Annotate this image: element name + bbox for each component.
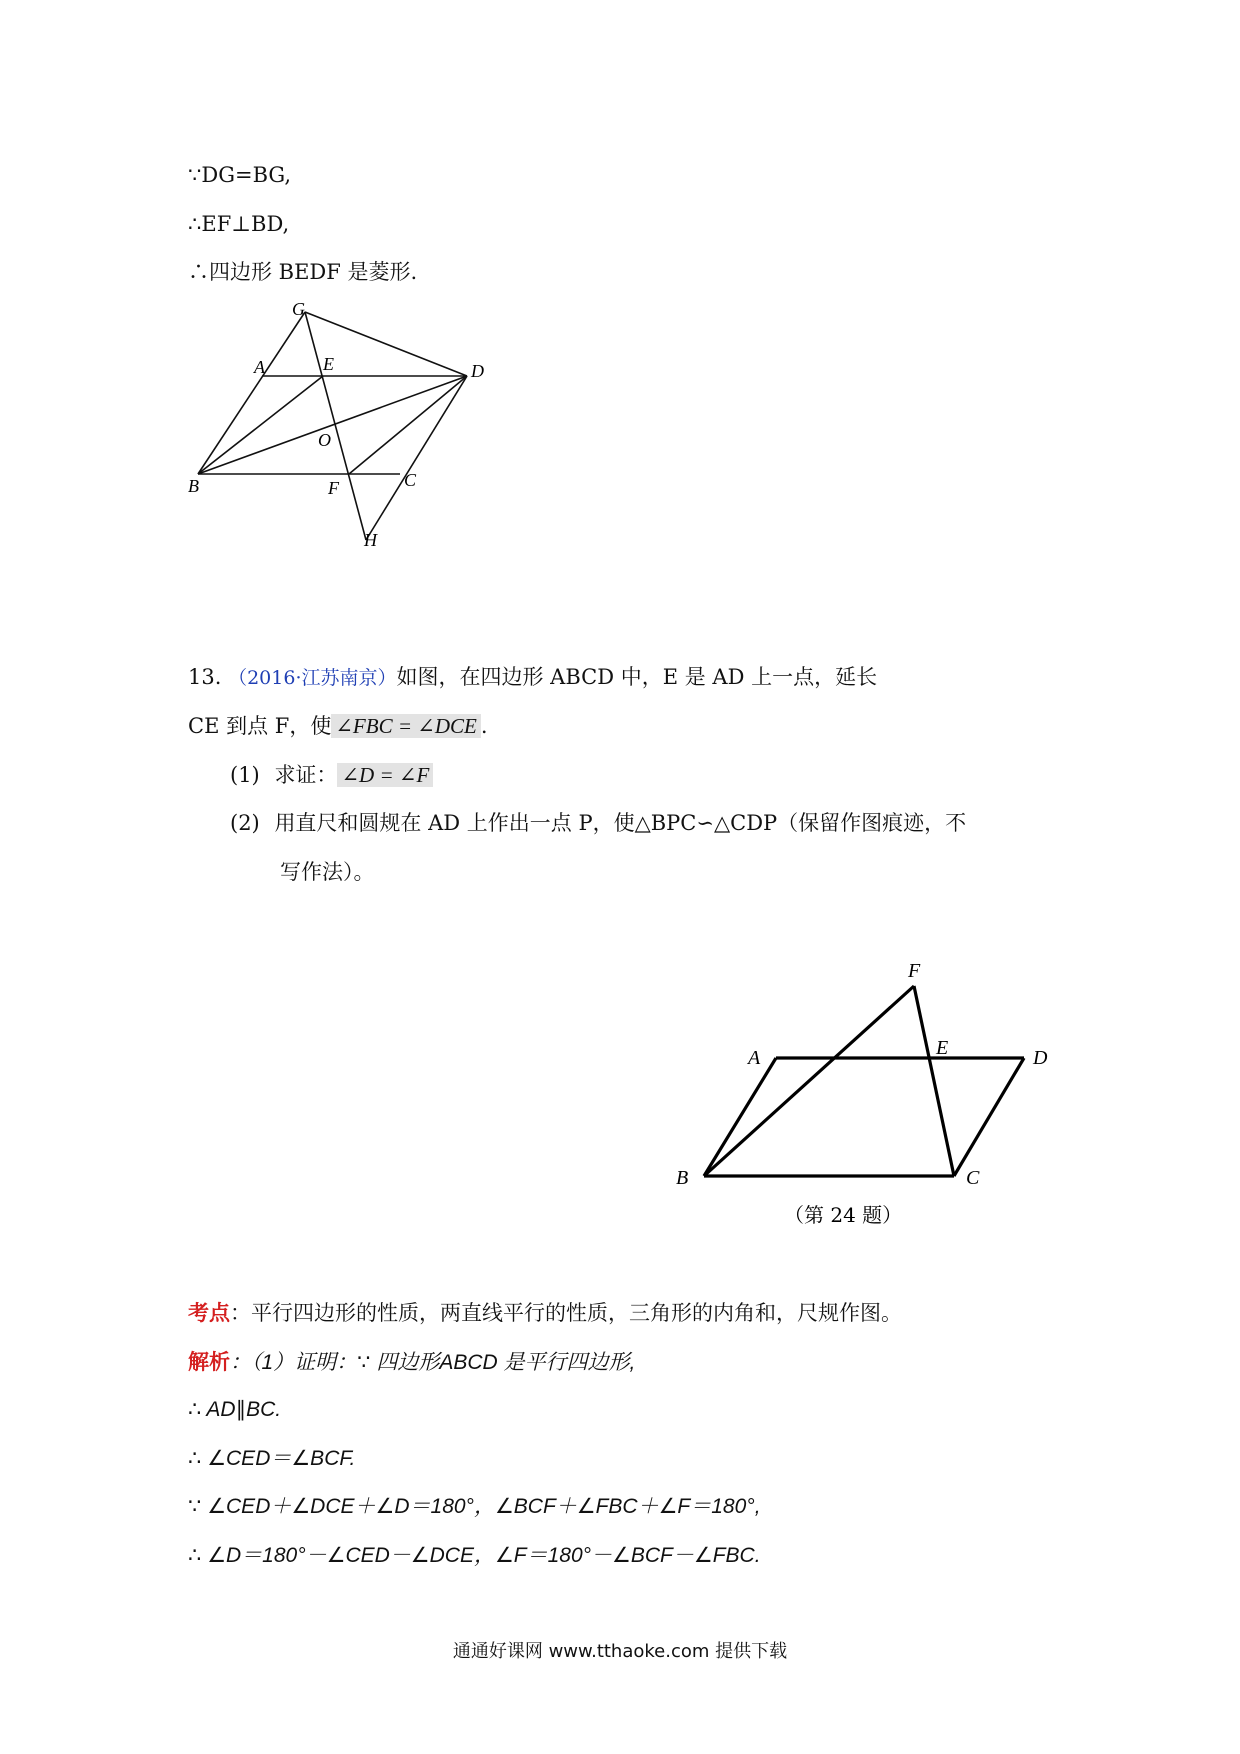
label-b: B bbox=[188, 476, 199, 496]
label-d: D bbox=[471, 361, 484, 381]
label-a: A bbox=[254, 357, 265, 377]
label-f2: F bbox=[908, 960, 921, 982]
question-number: 13. bbox=[188, 665, 222, 689]
kaodian-text: ：平行四边形的性质，两直线平行的性质，三角形的内角和，尺规作图。 bbox=[230, 1301, 902, 1325]
label-h: H bbox=[364, 530, 377, 550]
page-footer: 通通好课网 www.tthaoke.com 提供下载 bbox=[452, 1641, 788, 1662]
jiexi-text: ：（1）证明：∵ 四边形ABCD 是平行四边形, bbox=[230, 1351, 636, 1374]
step-ad-parallel-bc: ∴ AD∥BC. bbox=[188, 1398, 282, 1421]
label-c: C bbox=[404, 470, 417, 490]
label-a2: A bbox=[748, 1047, 761, 1069]
condition-math: ∠FBC = ∠DCE bbox=[331, 714, 481, 738]
step-angle-sums: ∵ ∠CED＋∠DCE＋∠D＝180°，∠BCF＋∠FBC＋∠F＝180°, bbox=[188, 1495, 761, 1518]
figure-rhombus-bedf bbox=[180, 299, 484, 560]
figure-quadrilateral-abcd bbox=[660, 950, 1060, 1240]
kaodian-line bbox=[188, 1300, 902, 1326]
sub-question-2-cont: 写作法）。 bbox=[280, 860, 375, 884]
label-g: G bbox=[292, 299, 305, 319]
sub-question-2 bbox=[230, 811, 966, 836]
jiexi-line bbox=[188, 1349, 635, 1375]
label-b2: B bbox=[676, 1167, 689, 1189]
figure2-lines bbox=[704, 986, 1024, 1176]
question-period: . bbox=[480, 714, 488, 738]
label-c2: C bbox=[966, 1167, 980, 1189]
question-source: （2016·江苏南京） bbox=[228, 667, 397, 689]
sub1-math: ∠D = ∠F bbox=[337, 763, 433, 787]
proof-line-ef-perp-bd: ∴EF⊥BD, bbox=[188, 212, 290, 236]
label-o: O bbox=[318, 430, 331, 450]
sub1-text: 求证： bbox=[274, 763, 338, 787]
question-13-line1 bbox=[188, 665, 877, 690]
proof-line-dg-bg: ∵DG=BG, bbox=[188, 163, 292, 187]
label-d2: D bbox=[1033, 1047, 1048, 1069]
kaodian-label: 考点 bbox=[188, 1300, 230, 1325]
sub1-number: (1) bbox=[230, 763, 260, 787]
question-text-line2: CE 到点 F，使 bbox=[188, 714, 332, 738]
label-e2: E bbox=[936, 1037, 949, 1059]
step-angle-equal: ∴ ∠CED＝∠BCF. bbox=[188, 1447, 356, 1470]
jiexi-label: 解析 bbox=[188, 1349, 230, 1374]
proof-line-rhombus: ∴四边形 BEDF 是菱形. bbox=[188, 260, 418, 284]
label-e: E bbox=[323, 354, 334, 374]
step-angle-d-f: ∴ ∠D＝180°－∠CED－∠DCE，∠F＝180°－∠BCF－∠FBC. bbox=[188, 1544, 761, 1567]
sub-question-1 bbox=[230, 763, 433, 788]
figure1-lines bbox=[198, 312, 467, 540]
figure-caption: （第 24 题） bbox=[784, 1203, 903, 1227]
question-13-line2 bbox=[188, 714, 488, 739]
sub2-text: 用直尺和圆规在 AD 上作出一点 P，使△BPC∽△CDP（保留作图痕迹，不 bbox=[274, 811, 967, 835]
label-f: F bbox=[328, 478, 339, 498]
sub2-number: (2) bbox=[230, 811, 260, 835]
question-text-line1: 如图，在四边形 ABCD 中，E 是 AD 上一点，延长 bbox=[396, 665, 878, 689]
